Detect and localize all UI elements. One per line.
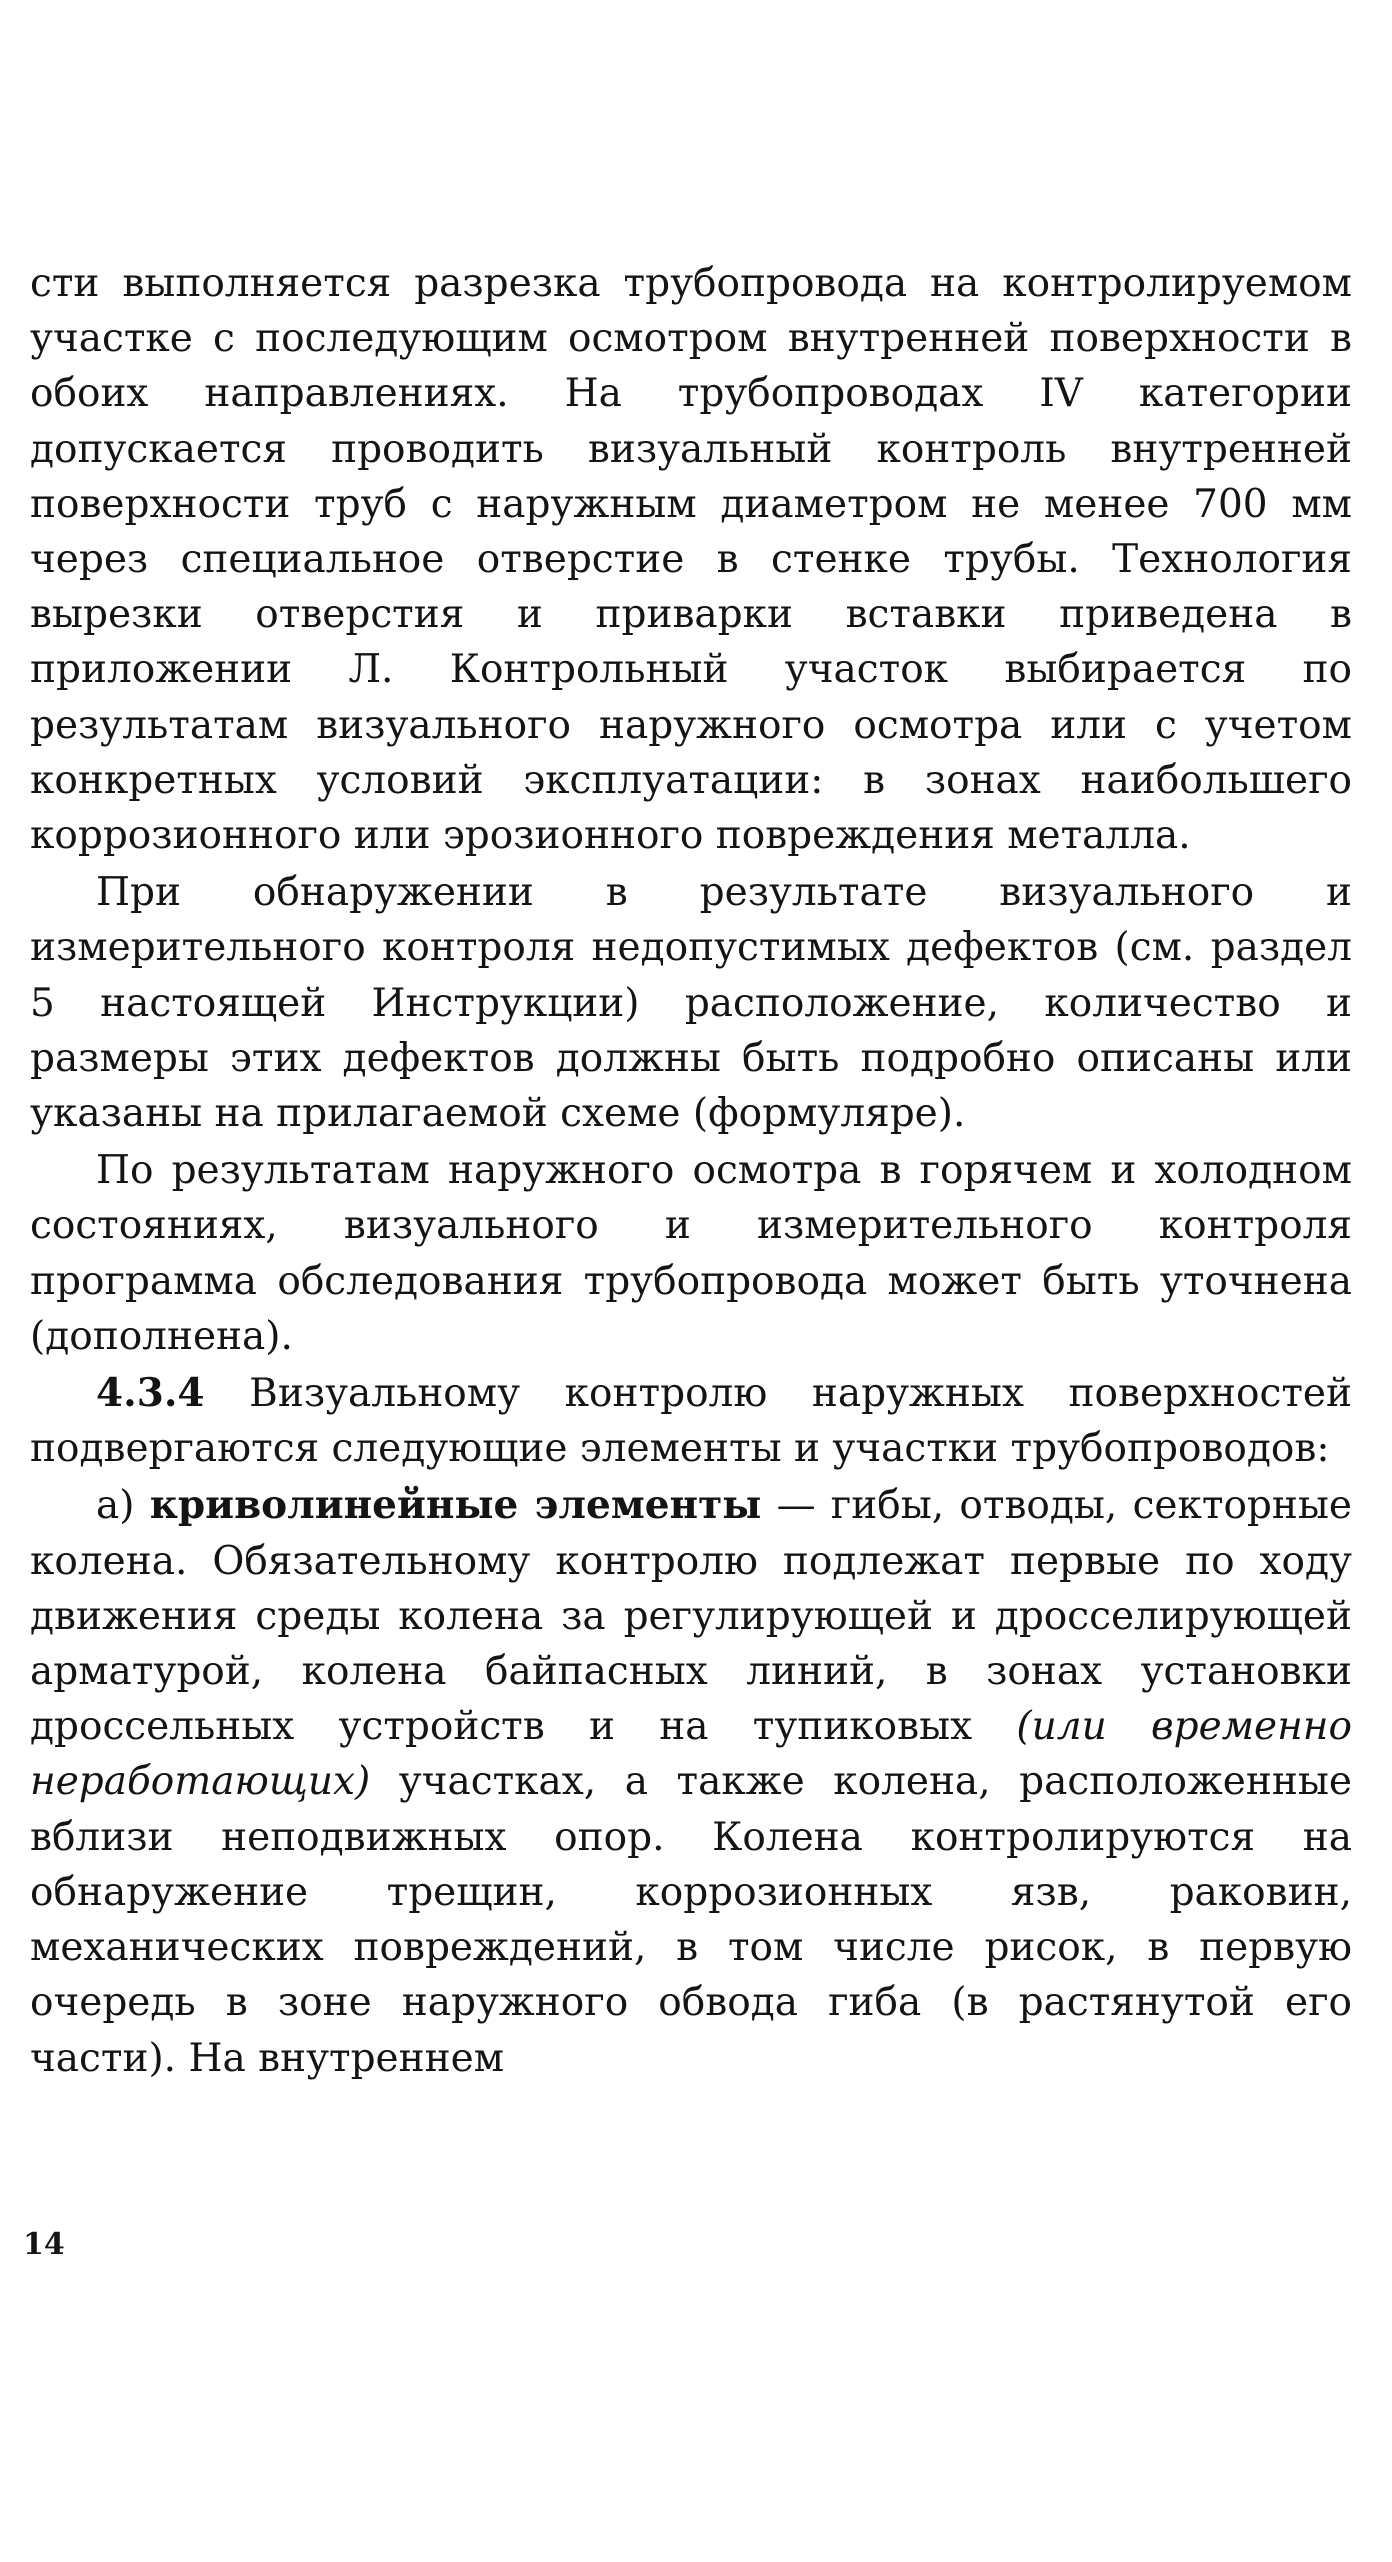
paragraph-program-refinement: По результатам наружного осмотра в горячем и холодном состояниях, визуального и измерительного контроля программа обследования трубопровода может быть уточнена (дополнена). — [30, 1148, 1352, 1359]
item-text-part-a: — гибы, отводы, секторные колена. Обязательному контролю подлежат первые по ходу движения среды колена за регулирующей и дросселирующей арматурой, колена байпасных линий, в зонах установки дроссельных устройств и на тупиковых — [30, 1483, 1352, 1750]
page-number: 14 — [23, 2227, 65, 2262]
item-term: криволинейные элементы — [149, 1482, 762, 1529]
paragraph-section-4-3-4 — [30, 1366, 1352, 1476]
paragraph-defects-found: При обнаружении в результате визуального и измерительного контроля недопустимых дефектов (см. раздел 5 настоящей Инструкции) расположение, количество и размеры этих дефектов должны быть подробно описаны или указаны на прилагаемой схеме (формуляре). — [30, 870, 1352, 1137]
item-italic-note: (или временно неработающих) — [30, 1704, 1352, 1805]
paragraph-continuation: сти выполняется разрезка трубопровода на контролируемом участке с последующим осмотром внутренней поверхности в обоих направлениях. На трубопроводах IV категории допускается проводить визуальный контроль внутренней поверхности труб с наружным диаметром не менее 700 мм через специальное отверстие в стенке трубы. Технология вырезки отверстия и приварки вставки приведена в приложении Л. Контрольный участок выбирается по результатам визуального наружного осмотра или с учетом конкретных условий эксплуатации: в зонах наибольшего коррозионного или эрозионного повреждения металла. — [30, 261, 1352, 859]
item-text-part-b: участках, а также колена, расположенные вблизи неподвижных опор. Колена контролируются на обнаружение трещин, коррозионных язв, раковин, механических повреждений, в том числе рисок, в первую очередь в зоне наружного обвода гиба (в растянутой его части). На внутреннем — [30, 1759, 1352, 2081]
item-prefix: а) — [96, 1483, 150, 1529]
section-number: 4.3.4 — [96, 1370, 205, 1417]
section-text: Визуальному контролю наружных поверхностей подвергаются следующие элементы и участки трубопроводов: — [30, 1371, 1352, 1472]
document-page — [30, 256, 1352, 2086]
paragraph-item-a — [30, 1478, 1352, 2085]
